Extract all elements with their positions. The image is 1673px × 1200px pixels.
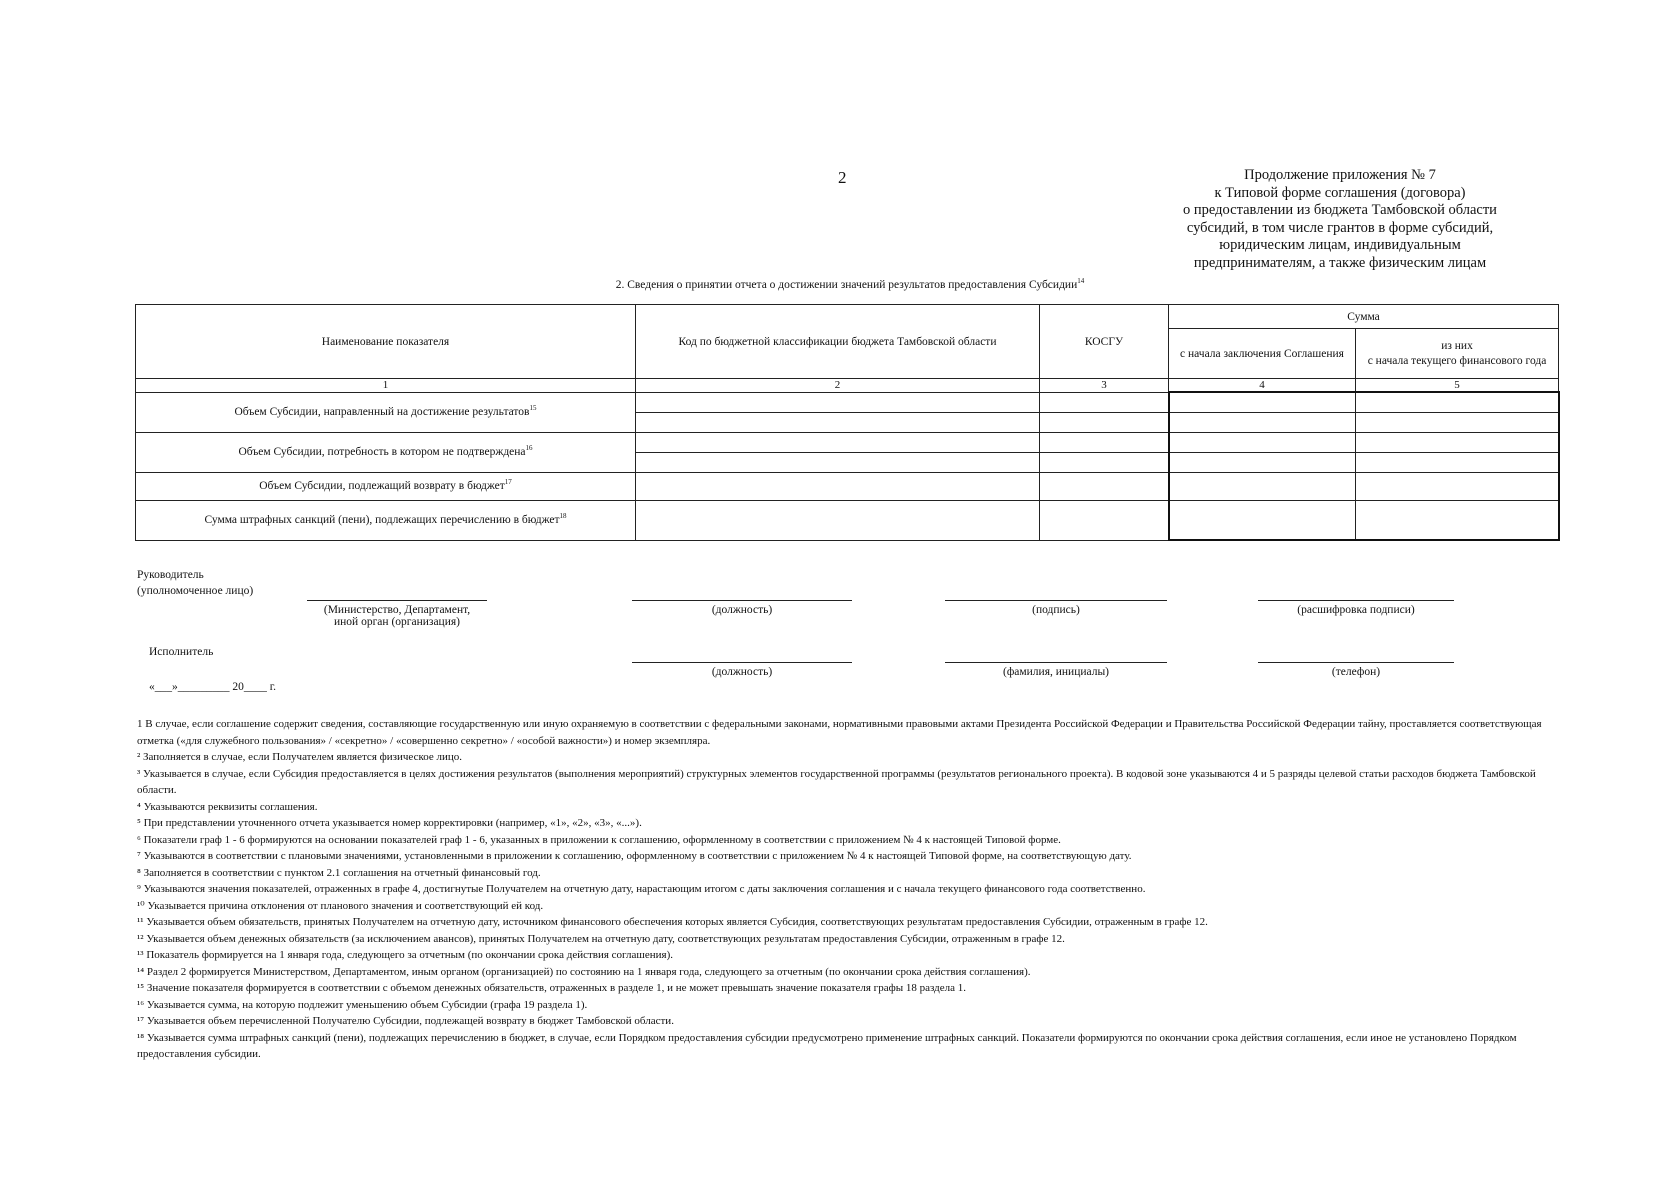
position-caption: (должность) [711, 604, 773, 616]
header-sum: Сумма [1169, 305, 1559, 329]
heading-line: Продолжение приложения № 7 [1244, 167, 1436, 183]
heading-line: о предоставлении из бюджета Тамбовской области [1183, 202, 1497, 218]
footnote: ⁵ При представлении уточненного отчета указывается номер корректировки (например, «1», «2», «3», «...»). [137, 817, 642, 829]
cell-kosgu[interactable] [1040, 392, 1169, 412]
table-row [136, 472, 1559, 500]
executor-label: Исполнитель [149, 646, 214, 658]
cell-kosgu[interactable] [1040, 452, 1169, 472]
cell-code[interactable] [636, 412, 1040, 432]
cell-since-start[interactable] [1169, 452, 1356, 472]
appendix-heading [1140, 167, 1540, 272]
cell-since-start[interactable] [1169, 472, 1356, 500]
column-number: 5 [1356, 379, 1559, 393]
section-title [350, 279, 1350, 291]
table-row [136, 432, 1559, 452]
report-table [135, 304, 1560, 541]
footnote: ² Заполняется в случае, если Получателем является физическое лицо. [137, 751, 463, 763]
footnote: ¹⁸ Указывается сумма штрафных санкций (пени), подлежащих перечислению в бюджет, в случае, если Порядком предоставления субсидии предусмотрено применение штрафных санкций. Показатели формируются по окончании срока действия соглашения, если иное не установлено Порядком предоставления субсидии. [137, 1031, 1517, 1060]
header-since-year-text: с начала текущего финансового года [1367, 354, 1547, 367]
header-since-year [1356, 329, 1559, 379]
header-code: Код по бюджетной классификации бюджета Тамбовской области [636, 305, 1040, 379]
phone-caption: (телефон) [1331, 666, 1381, 678]
table-row [136, 392, 1559, 412]
heading-line: субсидий, в том числе грантов в форме субсидий, [1186, 219, 1494, 236]
row-label: Сумма штрафных санкций (пени), подлежащих перечислению в бюджет$^{18}$ [136, 500, 636, 540]
footnote: ¹⁵ Значение показателя формируется в соответствии с объемом денежных обязательств, отраженных в разделе 1, и не может превышать значение показателя графы 18 раздела 1. [137, 982, 966, 994]
page-number: 2 [838, 168, 847, 187]
executor-position-line[interactable] [632, 662, 852, 663]
cell-since-year[interactable] [1356, 392, 1559, 412]
header-name: Наименование показателя [136, 305, 636, 379]
cell-kosgu[interactable] [1040, 472, 1169, 500]
cell-kosgu[interactable] [1040, 500, 1169, 540]
footnotes [137, 716, 1557, 1063]
ministry-caption: (Министерство, Департамент, иной орган (организация) [323, 604, 471, 628]
cell-since-start[interactable] [1169, 500, 1356, 540]
cell-code[interactable] [636, 392, 1040, 412]
footnote: ³ Указывается в случае, если Субсидия предоставляется в целях достижения результатов (выполнения мероприятий) структурных элементов государственной программы (результатов регионального проекта). В кодовой зоне указываются 4 и 5 разряды целевой статьи расходов бюджета Тамбовской области. [137, 767, 1536, 796]
decoding-line[interactable] [1258, 600, 1454, 601]
position-line[interactable] [632, 600, 852, 601]
header-of-them: из них [1441, 339, 1473, 352]
column-number: 3 [1040, 379, 1169, 393]
column-number: 1 [136, 379, 636, 393]
heading-line: к Типовой форме соглашения (договора) [1214, 184, 1466, 201]
heading-line: предпринимателям, а также физическим лицам [1193, 254, 1487, 271]
footnote: ¹⁴ Раздел 2 формируется Министерством, Департаментом, иным органом (организацией) по состоянию на 1 января года, следующего за отчетным (по окончании срока действия соглашения). [137, 965, 1031, 978]
signature-line[interactable] [945, 600, 1167, 601]
ministry-line[interactable] [307, 600, 487, 601]
cell-code[interactable] [636, 452, 1040, 472]
head-label: Руководитель [137, 569, 204, 581]
footnote: ¹³ Показатель формируется на 1 января года, следующего за отчетным (по окончании срока действия соглашения). [137, 949, 673, 961]
footnote: ¹⁷ Указывается объем перечисленной Получателю Субсидии, подлежащей возврату в бюджет Тамбовской области. [137, 1015, 674, 1027]
footnote: ⁴ Указываются реквизиты соглашения. [137, 800, 318, 813]
cell-since-start[interactable] [1169, 432, 1356, 452]
decoding-caption: (расшифровка подписи) [1297, 604, 1415, 616]
column-number: 4 [1169, 379, 1356, 393]
cell-kosgu[interactable] [1040, 412, 1169, 432]
cell-since-year[interactable] [1356, 432, 1559, 452]
footnote: ⁹ Указываются значения показателей, отраженных в графе 4, достигнутые Получателем на отчетную дату, нарастающим итогом с даты заключения соглашения и с начала текущего финансового года соответственно. [137, 883, 1146, 895]
cell-since-start[interactable] [1169, 392, 1356, 412]
cell-code[interactable] [636, 500, 1040, 540]
heading-line: юридическим лицам, индивидуальным [1219, 237, 1461, 253]
header-kosgu: КОСГУ [1040, 305, 1169, 379]
row-label: Объем Субсидии, направленный на достижение результатов$^{15}$ [136, 392, 636, 432]
header-since-start: с начала заключения Соглашения [1169, 329, 1356, 379]
cell-since-year[interactable] [1356, 500, 1559, 540]
phone-line[interactable] [1258, 662, 1454, 663]
column-number: 2 [636, 379, 1040, 393]
fio-line[interactable] [945, 662, 1167, 663]
cell-since-year[interactable] [1356, 412, 1559, 432]
cell-code[interactable] [636, 432, 1040, 452]
cell-since-year[interactable] [1356, 472, 1559, 500]
section-title-text: 2. Сведения о принятии отчета о достижении значений результатов предоставления Субсидии [615, 279, 1078, 291]
footnote: ¹¹ Указывается объем обязательств, принятых Получателем на отчетную дату, источником финансового обеспечения которых является Субсидия, соответствующих результатам предоставления Субсидии, отраженным в графе 12. [137, 916, 1208, 928]
date-field[interactable]: «___»_________ 20____ г. [149, 681, 277, 693]
cell-since-start[interactable] [1169, 412, 1356, 432]
footnote: ¹⁰ Указывается причина отклонения от планового значения и соответствующий ей код. [137, 899, 544, 912]
executor-position-caption: (должность) [711, 666, 773, 678]
cell-since-year[interactable] [1356, 452, 1559, 472]
fio-caption: (фамилия, инициалы) [1002, 666, 1110, 678]
head-label-sub: (уполномоченное лицо) [137, 585, 254, 597]
footnote: ⁶ Показатели граф 1 - 6 формируются на основании показателей граф 1 - 6, указанных в приложении к соглашению, оформленному в соответствии с приложением № 4 к настоящей Типовой форме. [137, 833, 1061, 846]
table-row [136, 500, 1559, 540]
footnote: 1 В случае, если соглашение содержит сведения, составляющие государственную или иную охраняемую в соответствии с федеральными законами, нормативными правовыми актами Президента Российской Федерации и Правительства Российской Федерации тайну, проставляется соответствующая отметка («для служебного пользования» / «секретно» / «совершенно секретно» / «особой важности») и номер экземпляра. [137, 718, 1542, 747]
footnote: ⁸ Заполняется в соответствии с пунктом 2.1 соглашения на отчетный финансовый год. [137, 866, 541, 879]
footnote-ref: 14 [1077, 277, 1085, 286]
row-label: Объем Субсидии, потребность в котором не подтверждена$^{16}$ [136, 432, 636, 472]
cell-kosgu[interactable] [1040, 432, 1169, 452]
footnote: ¹² Указывается объем денежных обязательств (за исключением авансов), принятых Получателем на отчетную дату, соответствующих результатам предоставления Субсидии, отраженным в графе 12. [137, 932, 1065, 945]
row-label: Объем Субсидии, подлежащий возврату в бюджет$^{17}$ [136, 472, 636, 500]
footnote: ⁷ Указываются в соответствии с плановыми значениями, установленными в приложении к соглашению, оформленному в соответствии с приложением № 4 к настоящей Типовой форме, на соответствующую дату. [137, 850, 1132, 862]
signature-caption: (подпись) [1032, 604, 1080, 616]
footnote: ¹⁶ Указывается сумма, на которую подлежит уменьшению объем Субсидии (графа 19 раздела 1). [137, 998, 588, 1011]
cell-code[interactable] [636, 472, 1040, 500]
